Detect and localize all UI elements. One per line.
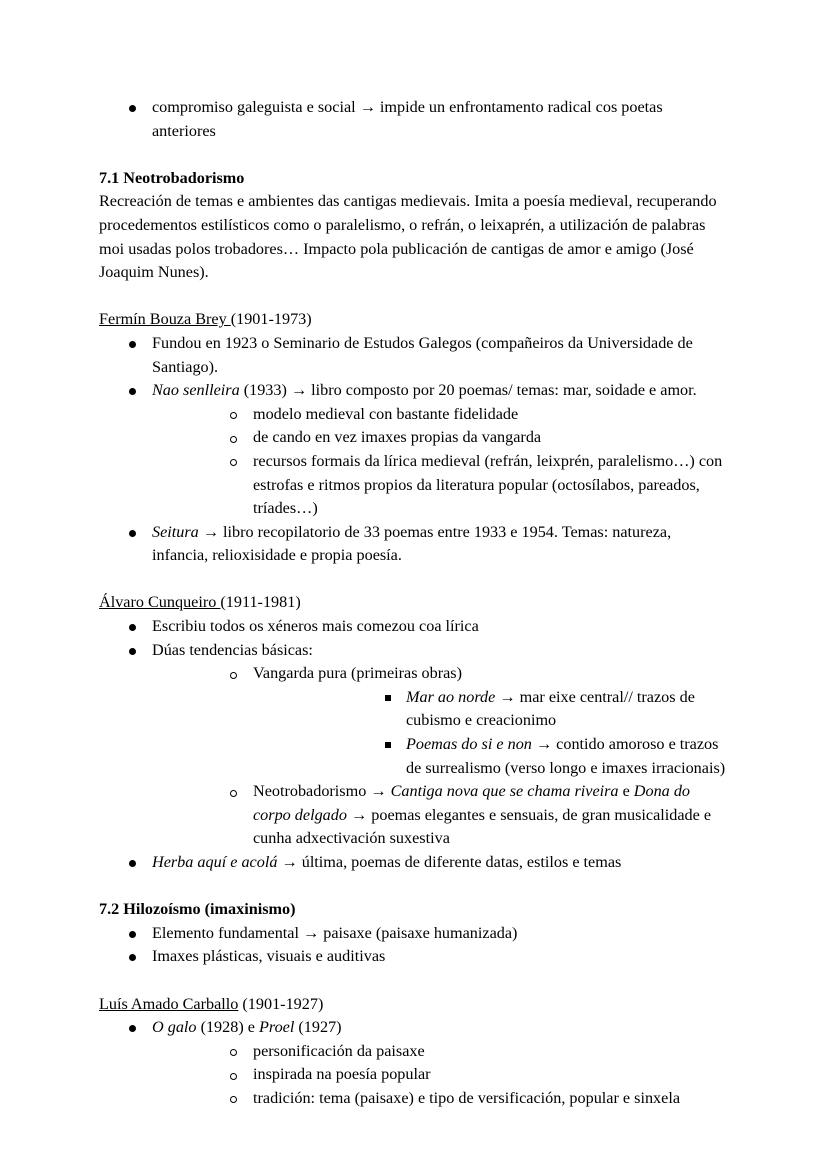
list-item (152, 403, 730, 427)
list-item (152, 780, 730, 851)
circle-bullet-icon (230, 790, 237, 797)
disc-bullet-icon (129, 388, 136, 395)
list-item (152, 662, 730, 780)
text-run: mar eixe central// trazos de cubismo e creacionimo (406, 687, 695, 730)
bullet-list-cunqueiro-tendencias (152, 662, 730, 851)
list-item (152, 1087, 730, 1111)
list-item (99, 332, 730, 379)
text-run: Fundou en 1923 o Seminario de Estudos Galegos (compañeiros da Universidade de Santiago). (152, 333, 693, 376)
text-run: Mar ao norde (406, 687, 496, 706)
paragraph-gap (99, 568, 730, 592)
circle-bullet-icon (230, 1073, 237, 1080)
text-run: última, poemas de diferente datas, estilos e temas (297, 853, 622, 871)
text-run: de cando en vez imaxes propias da vangarda (253, 428, 542, 447)
text-run: (1928) e (196, 1018, 259, 1037)
list-item-text (253, 1040, 730, 1064)
paragraph-gap (99, 143, 730, 167)
text-run: (1933) (239, 381, 291, 400)
list-item-text (152, 922, 730, 946)
paragraph-gap (99, 969, 730, 993)
bullet-list-vangarda-pura-obras (253, 686, 730, 780)
text-run: → (303, 923, 320, 942)
disc-bullet-icon (129, 105, 136, 112)
text-run: Imaxes plásticas, visuais e auditivas (152, 947, 386, 966)
section-heading-7-2 (99, 898, 730, 922)
list-item-text (152, 521, 730, 568)
text-run: paisaxe (paisaxe humanizada) (319, 923, 518, 942)
text-run: Vangarda pura (primeiras obras) (253, 664, 462, 683)
text-run: inspirada na poesía popular (253, 1065, 431, 1084)
disc-bullet-icon (129, 954, 136, 961)
disc-bullet-icon (129, 860, 136, 867)
list-item-text (253, 1087, 730, 1111)
list-item (152, 1063, 730, 1087)
text-run: Escribiu todos os xéneros mais comezou coa lírica (152, 617, 479, 636)
circle-bullet-icon (230, 1049, 237, 1056)
text-run: Recreación de temas e ambientes das cantigas medievais. Imita a poesía medieval, recuperando procedementos estilísticos como o paralelismo, o refrán, o leixaprén, a utilización de palabras moi usadas polos trobadores… Impacto pola publicación de cantigas de amor e amigo (José Joaquim Nunes). (99, 192, 717, 282)
text-run: → (281, 853, 298, 871)
text-run: Fermín Bouza Brey (99, 310, 231, 329)
text-run: modelo medieval con bastante fidelidade (253, 404, 519, 423)
circle-bullet-icon (230, 672, 237, 679)
disc-bullet-icon (129, 1025, 136, 1032)
text-run: Dona do corpo delgado (253, 782, 691, 824)
text-run: (1911-1981) (220, 593, 301, 612)
text-run: Proel (259, 1018, 295, 1037)
disc-bullet-icon (129, 341, 136, 348)
text-run: Álvaro Cunqueiro (99, 593, 221, 612)
text-run: libro composto por 20 poemas/ temas: mar, soidade e amor. (307, 381, 697, 400)
list-item (99, 945, 730, 969)
text-run: Elemento fundamental (152, 923, 304, 942)
paragraph-gap (99, 285, 730, 309)
section-heading-7-1 (99, 167, 730, 191)
text-run: libro recopilatorio de 33 poemas entre 1933 e 1954. Temas: natureza, infancia, relioxisidade e propia poesía. (152, 522, 672, 565)
text-run: e (618, 782, 634, 801)
list-item (99, 96, 730, 143)
author-heading-luis-amado-carballo (99, 993, 730, 1017)
list-item-text (152, 639, 730, 663)
square-bullet-icon (385, 742, 391, 748)
bullet-list-fermin-bouza-brey (99, 332, 730, 568)
author-heading-fermin-bouza-brey (99, 308, 730, 332)
text-run: 7.2 Hilozoísmo (imaxinismo) (99, 900, 296, 919)
list-item (99, 379, 730, 521)
text-run: Seitura (152, 522, 199, 541)
circle-bullet-icon (230, 436, 237, 443)
author-heading-alvaro-cunqueiro (99, 591, 730, 615)
list-item-text (152, 615, 730, 639)
list-item-text (152, 379, 730, 403)
square-bullet-icon (385, 695, 391, 701)
list-item-text (406, 733, 730, 780)
list-item (253, 733, 730, 780)
paragraph-gap (99, 875, 730, 899)
text-run: → (535, 735, 553, 754)
list-item-text (253, 403, 730, 427)
text-run: → (370, 782, 387, 801)
list-item-text (152, 332, 730, 379)
bullet-list-carballo-obras-details (152, 1040, 730, 1111)
text-run: Poemas do si e non (406, 735, 532, 754)
list-item (99, 1016, 730, 1110)
disc-bullet-icon (129, 648, 136, 655)
text-run: → (202, 522, 219, 541)
bullet-list-intro (99, 96, 730, 143)
text-run: Dúas tendencias básicas: (152, 640, 313, 659)
text-run: (1901-1973) (230, 310, 312, 329)
document-body (99, 96, 730, 1111)
section-7-1-intro-paragraph (99, 190, 730, 284)
circle-bullet-icon (230, 412, 237, 419)
list-item-text (406, 686, 730, 733)
list-item (152, 1040, 730, 1064)
circle-bullet-icon (230, 459, 237, 466)
text-run: recursos formais da lírica medieval (refrán, leixprén, paralelismo…) con estrofas e ritmos propios da literatura popular (octosílabos, pareados, tríades…) (253, 451, 723, 518)
list-item-text (152, 96, 730, 143)
disc-bullet-icon (129, 624, 136, 631)
text-run: Herba aquí e acolá (152, 853, 278, 871)
disc-bullet-icon (129, 931, 136, 938)
list-item (152, 426, 730, 450)
text-run: 7.1 Neotrobadorismo (99, 168, 245, 187)
text-run: (1927) (294, 1018, 342, 1037)
list-item-text (152, 851, 730, 875)
text-run: Neotrobadorismo (253, 782, 371, 801)
text-run: Cantiga nova que se chama riveira (390, 782, 619, 801)
text-run: Luís Amado Carballo (99, 994, 239, 1013)
bullet-list-luis-amado-carballo (99, 1016, 730, 1110)
list-item-text (253, 662, 730, 686)
list-item (99, 922, 730, 946)
list-item-text (253, 450, 730, 521)
text-run: impide un enfrontamento radical cos poetas anteriores (152, 98, 663, 140)
circle-bullet-icon (230, 1096, 237, 1103)
disc-bullet-icon (129, 530, 136, 537)
text-run: → (359, 98, 376, 116)
bullet-list-hilozoismo (99, 922, 730, 969)
text-run: → (290, 381, 308, 400)
text-run: (1901-1927) (238, 994, 324, 1013)
list-item-text (253, 780, 730, 851)
list-item (99, 521, 730, 568)
bullet-list-alvaro-cunqueiro (99, 615, 730, 875)
list-item-text (152, 1016, 730, 1040)
text-run: → (499, 687, 516, 706)
text-run: compromiso galeguista e social (152, 98, 360, 116)
bullet-list-nao-senlleira-details (152, 403, 730, 521)
list-item (99, 639, 730, 851)
list-item-text (253, 426, 730, 450)
text-run: → (351, 805, 368, 824)
text-run: O galo (152, 1018, 197, 1037)
list-item (99, 615, 730, 639)
list-item-text (152, 945, 730, 969)
list-item-text (253, 1063, 730, 1087)
list-item (99, 851, 730, 875)
text-run: Nao senlleira (152, 381, 240, 400)
text-run: personificación da paisaxe (253, 1041, 425, 1060)
text-run: contido amoroso e trazos de surrealismo (verso longo e imaxes irracionais) (406, 735, 726, 777)
text-run: tradición: tema (paisaxe) e tipo de versificación, popular e sinxela (253, 1088, 681, 1107)
list-item (253, 686, 730, 733)
text-run: poemas elegantes e sensuais, de gran musicalidade e cunha adxectivación suxestiva (253, 805, 712, 848)
list-item (152, 450, 730, 521)
